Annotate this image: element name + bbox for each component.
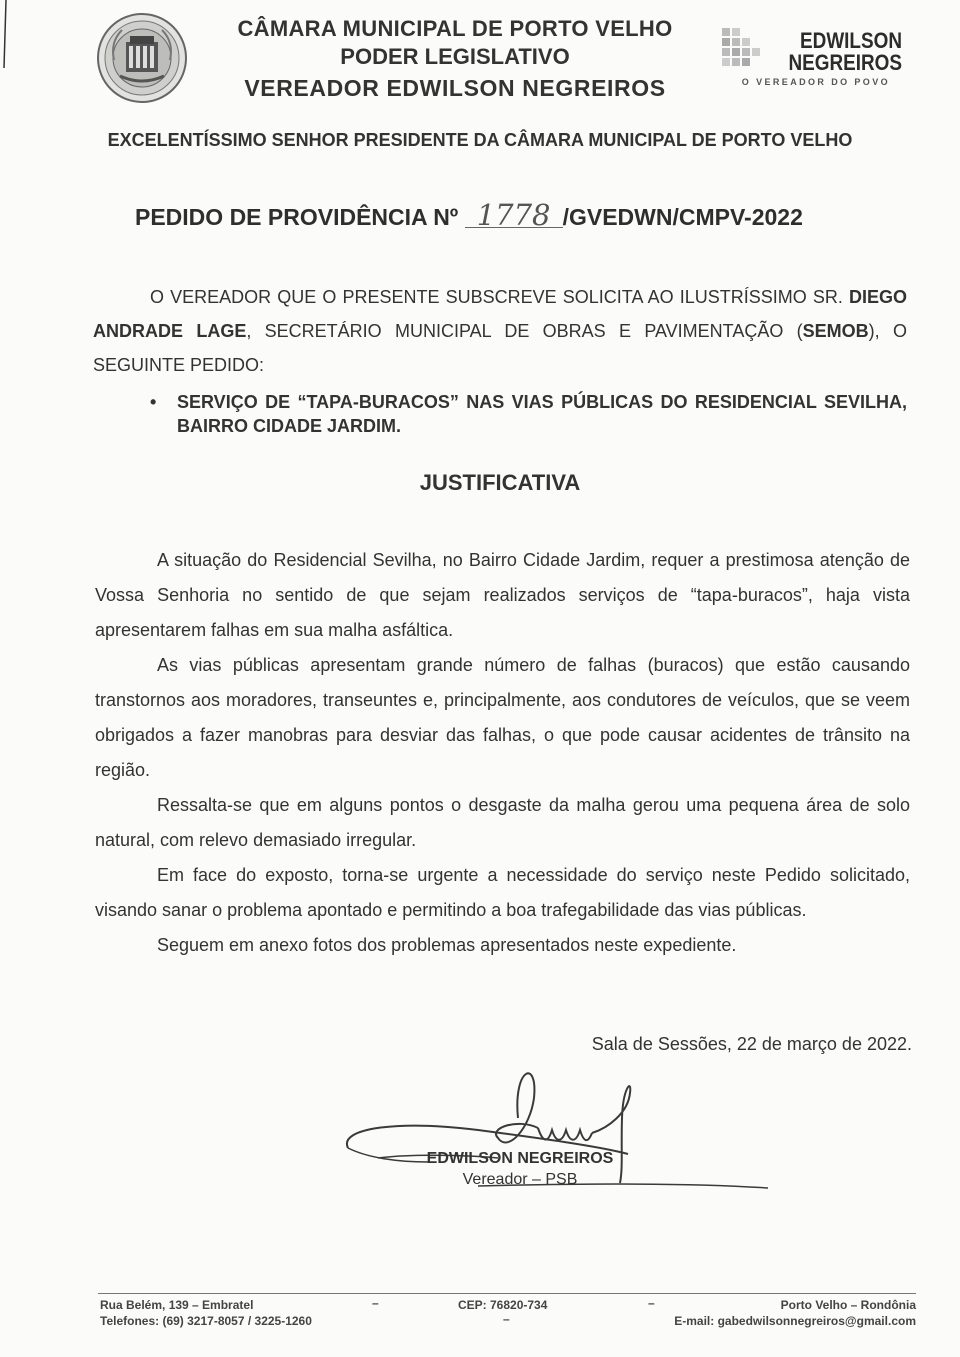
pedido-number: 1778 bbox=[465, 203, 563, 228]
header-line-2: PODER LEGISLATIVO bbox=[340, 44, 570, 69]
footer-email: E-mail: gabedwilsonnegreiros@gmail.com bbox=[674, 1314, 916, 1328]
paragraph-3: Ressalta-se que em alguns pontos o desgaste da malha gerou uma pequena área de solo natural, com relevo demasiado irregular. bbox=[95, 795, 910, 850]
footer-dash-3: – bbox=[648, 1296, 655, 1310]
footer-cep: CEP: 76820-734 bbox=[458, 1298, 548, 1312]
footer-dash-2: – bbox=[503, 1312, 510, 1326]
paragraph-5: Seguem em anexo fotos dos problemas apresentados neste expediente. bbox=[157, 935, 737, 955]
header-line-3: VEREADOR EDWILSON NEGREIROS bbox=[244, 75, 666, 101]
edwilson-logo bbox=[720, 26, 910, 96]
intro-name: DIEGO ANDRADE LAGE bbox=[93, 287, 907, 341]
bullet-dot-icon: • bbox=[150, 392, 157, 412]
signatory-name: EDWILSON NEGREIROS bbox=[426, 1150, 614, 1167]
intro-part-2: , SECRETÁRIO MUNICIPAL DE OBRAS E PAVIMENTAÇÃO ( bbox=[246, 321, 803, 341]
footer-city: Porto Velho – Rondônia bbox=[780, 1298, 916, 1312]
request-bullet bbox=[150, 390, 907, 438]
justificativa-heading: JUSTIFICATIVA bbox=[419, 470, 581, 495]
addressee: EXCELENTÍSSIMO SENHOR PRESIDENTE DA CÂMARA MUNICIPAL DE PORTO VELHO bbox=[107, 130, 853, 150]
intro-part-1: O VEREADOR QUE O PRESENTE SUBSCREVE SOLICITA AO ILUSTRÍSSIMO SR. bbox=[150, 287, 843, 307]
paragraph-1: A situação do Residencial Sevilha, no Bairro Cidade Jardim, requer a prestimosa atenção de Vossa Senhoria no sentido de que sejam realizados serviços de “tapa-buracos”, haja vista apresentarem falhas em sua malha asfáltica. bbox=[95, 550, 910, 640]
logo-tagline: O VEREADOR DO POVO bbox=[741, 77, 890, 87]
pedido-suffix: /GVEDWN/CMPV-2022 bbox=[562, 204, 803, 230]
signatory-role: Vereador – PSB bbox=[462, 1171, 578, 1188]
logo-name-1: EDWILSON bbox=[800, 28, 902, 53]
logo-blocks-icon bbox=[720, 26, 764, 76]
footer-address: Rua Belém, 139 – Embratel bbox=[100, 1298, 254, 1312]
footer-divider bbox=[98, 1293, 916, 1294]
header-line-1: CÂMARA MUNICIPAL DE PORTO VELHO bbox=[237, 16, 673, 41]
pedido-prefix: PEDIDO DE PROVIDÊNCIA Nº bbox=[135, 204, 459, 230]
intro-part-3: ), O SEGUINTE PEDIDO: bbox=[93, 321, 907, 375]
paragraph-4: Em face do exposto, torna-se urgente a necessidade do serviço neste Pedido solicitado, visando sanar o problema apontado e permitindo a boa trafegabilidade das vias públicas. bbox=[95, 865, 910, 920]
margin-mark bbox=[2, 0, 8, 70]
footer-phones: Telefones: (69) 3217-8057 / 3225-1260 bbox=[100, 1314, 312, 1328]
paragraph-2: As vias públicas apresentam grande número de falhas (buracos) que estão causando transtornos aos moradores, transeuntes e, principalmente, aos condutores de veículos, que se veem obrigados a fazer manobras para desviar das falhas, o que pode causar acidentes de trânsito na região. bbox=[95, 655, 910, 780]
logo-name-2: NEGREIROS bbox=[788, 50, 903, 75]
intro-paragraph bbox=[93, 280, 907, 382]
request-text: SERVIÇO DE “TAPA-BURACOS” NAS VIAS PÚBLICAS DO RESIDENCIAL SEVILHA, BAIRRO CIDADE JARDIM. bbox=[177, 392, 907, 436]
justificativa-body bbox=[95, 543, 910, 963]
pedido-title bbox=[135, 198, 803, 232]
footer-dash-1: – bbox=[372, 1296, 379, 1310]
chamber-seal-icon bbox=[96, 12, 188, 104]
date-line: Sala de Sessões, 22 de março de 2022. bbox=[591, 1034, 912, 1054]
intro-org: SEMOB bbox=[802, 321, 869, 341]
